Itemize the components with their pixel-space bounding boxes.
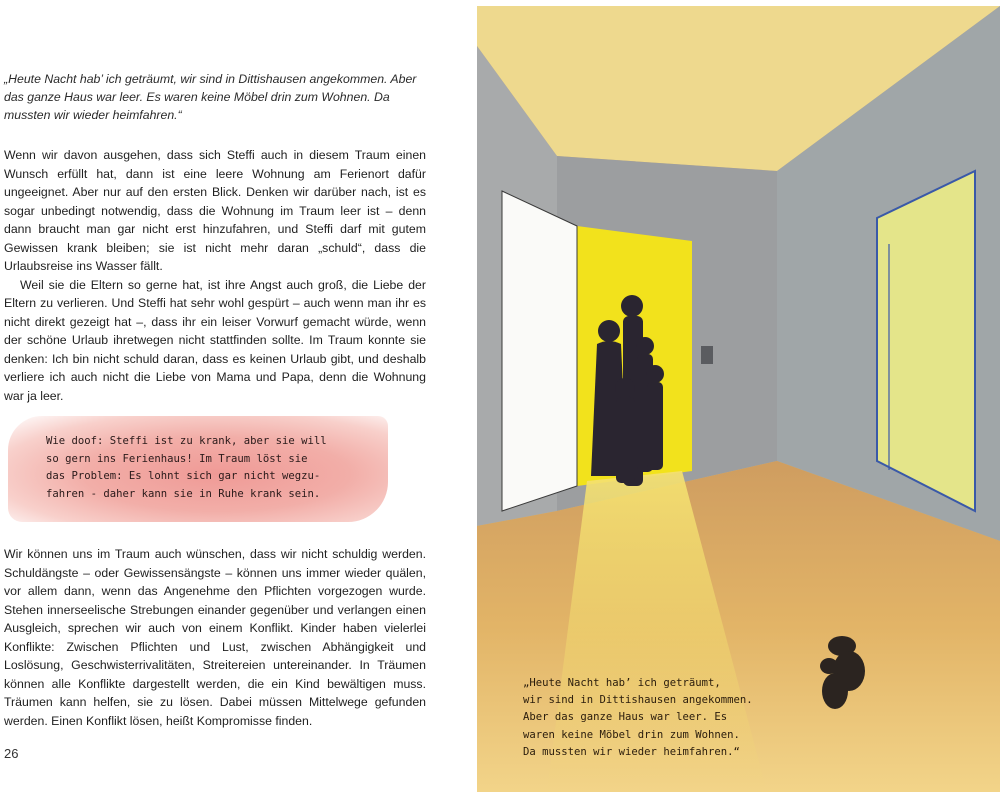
door-panel (502, 191, 577, 511)
left-page (0, 0, 440, 800)
illustration (477, 6, 1000, 792)
page-number: 26 (4, 746, 19, 761)
note-box (8, 416, 388, 522)
paragraph-1: Wenn wir davon ausgehen, dass sich Steffi auch in diesem Traum einen Wunsch erfüllt hat, dann ist eine leere Wohnung am Ferienort dafür ungeeignet. Aber nur auf den ersten Blick. Denken wir darüber nach, ist es sogar unbedingt notwendig, dass die Wohnung im Traum leer ist – denn dann braucht man gar nicht erst hinzufahren, und Steffi darf mit gutem Gewissen krank bleiben; sie ist nicht mehr daran „schuld“, dass die Urlaubsreise ins Wasser fällt. (4, 148, 426, 273)
paragraph-2: Weil sie die Eltern so gerne hat, ist ihre Angst auch groß, die Liebe der Eltern zu verlieren. Und Steffi hat sehr wohl gespürt – auch wenn man ihr es nicht direkt gezeigt hat –, dass ihr ein leiser Vorwurf gemacht würde, wenn der schöne Urlaub ihretwegen nicht stattfinden sollte. Im Traum konnte sie denken: Ich bin nicht schuld daran, dass es keinen Urlaub gibt, und deshalb verliere ich auch nicht die Liebe von Mama und Papa, denn die Wohnung war ja leer. (4, 277, 426, 403)
dream-quote: „Heute Nacht hab’ ich geträumt, wir sind in Dittishausen angekommen. Aber das ganze Haus war leer. Es waren keine Möbel drin zum Wohnen. Da mussten wir wieder heimfahren.“ (4, 72, 417, 122)
note-box-text: Wie doof: Steffi ist zu krank, aber sie will so gern ins Ferienhaus! Im Traum löst sie das Problem: Es lohnt sich gar nicht wegzu- fahren - daher kann sie in Ruhe krank sein. (46, 435, 327, 500)
paragraph-3: Wir können uns im Traum auch wünschen, dass wir nicht schuldig werden. Schuldängste – oder Gewissensängste – können uns immer wieder quälen, vor allem dann, wenn das Angenehme den Pflichten vorgezogen wurde. Stehen innerseelische Strebungen einander gegenüber und verlangen einen Ausgleich, sprechen wir auch von einem Konflikt. Kinder haben vielerlei Konflikte: Zwischen Pflichten und Lust, zwischen Abhängigkeit und Loslösung, Geschwisterrivalitäten, Streitereien untereinander. In Träumen können alle Konflikte dargestellt werden, die ein Kind bewältigen muss. Träumen kann helfen, sie zu lösen. Dabei müssen Mittelwege gefunden werden. Einen Konflikt lösen, heißt Kompromisse finden. (4, 547, 426, 728)
text-block-top (4, 146, 426, 405)
window (877, 171, 975, 511)
text-block-bottom (4, 545, 426, 730)
light-switch (701, 346, 713, 364)
illustration-caption: „Heute Nacht hab’ ich geträumt, wir sind in Dittishausen angekommen. Aber das ganze Haus war leer. Es waren keine Möbel drin zum Wohnen. Da mussten wir wieder heimfahren.“ (523, 677, 753, 758)
